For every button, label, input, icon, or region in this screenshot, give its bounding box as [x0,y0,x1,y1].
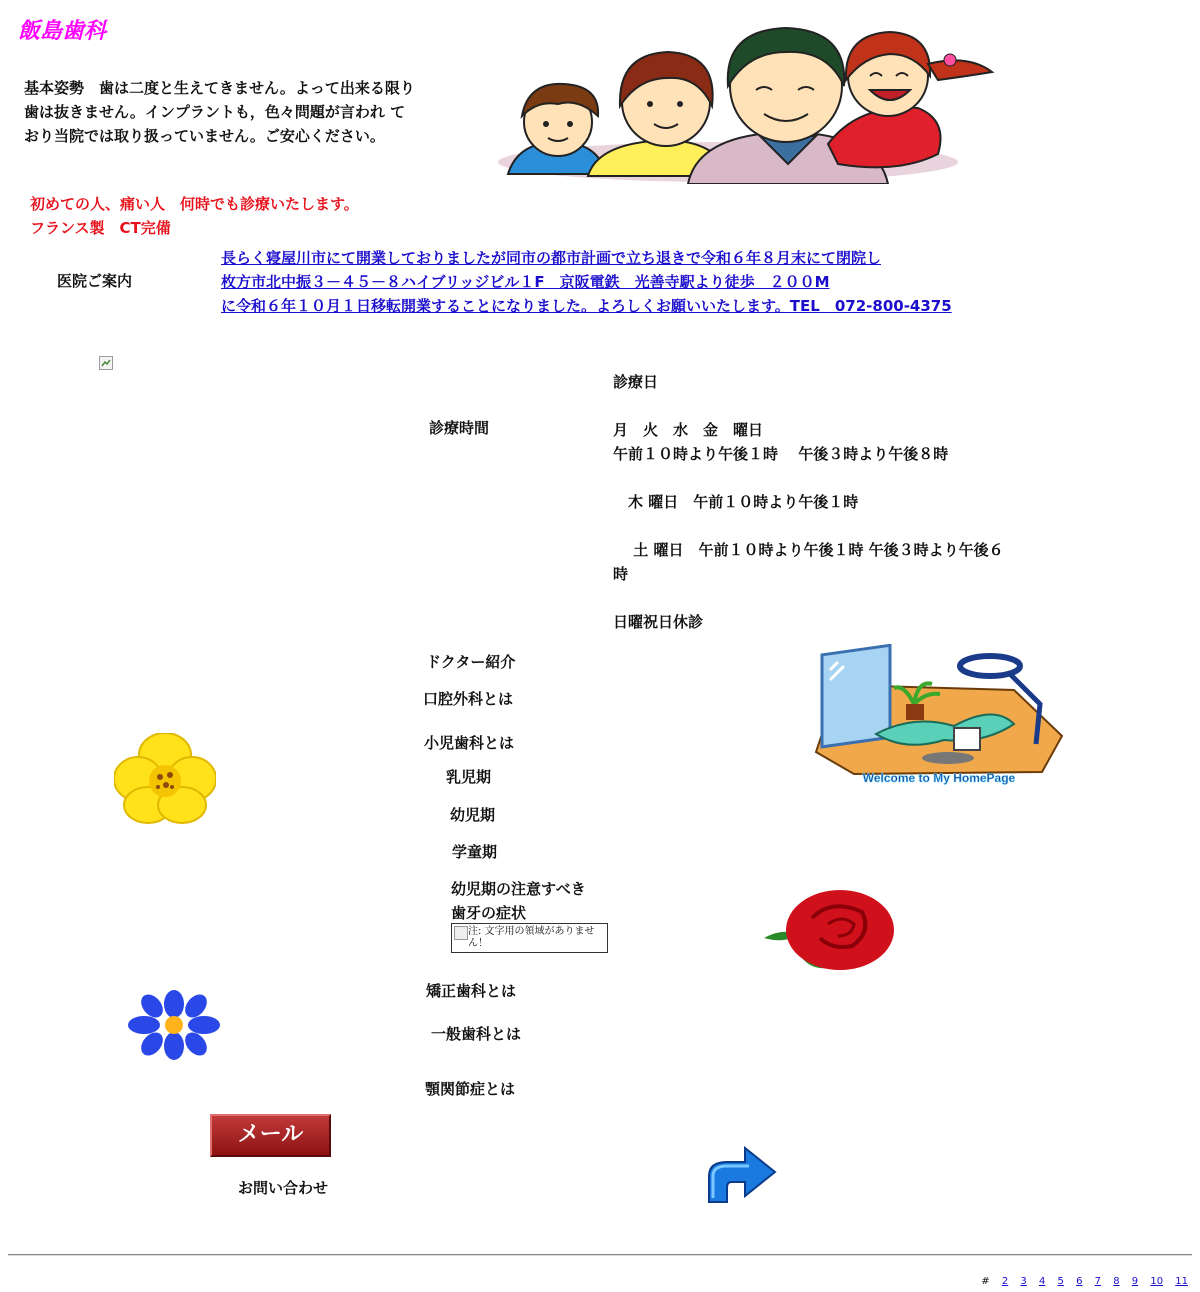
thursday-hours: 木 曜日 午前１０時より午後１時 [613,493,859,511]
page-link-5[interactable]: 5 [1057,1276,1064,1287]
relocation-notice-link-3[interactable]: に令和６年１０月１日移転開業することになりました。よろしくお願いいたします。TEL 072-800-4375 [221,297,952,315]
saturday-hours-cont: 時 [613,565,629,583]
page-link-4[interactable]: 4 [1038,1276,1046,1287]
first-visit-notice: 初めての人、痛い人 何時でも診療いたします。 [30,195,359,213]
page-link-7[interactable]: 7 [1094,1276,1102,1287]
dental-chair-icon [814,644,1064,788]
menu-orthodontics[interactable]: 矯正歯科とは [426,982,517,1000]
page-link-2[interactable]: 2 [1001,1276,1009,1287]
hours-label: 診療時間 [429,419,490,437]
relocation-notice-link-2[interactable]: 枚方市北中振３－４５－８ハイブリッジビル１F 京阪電鉄 光善寺駅より徒歩 ２００M [221,273,830,291]
intro-text: 基本姿勢 歯は二度と生えてきません。よって出来る限り歯は抜きません。インプラントも，色々問題が言われ ており当院では取り扱っていません。ご安心ください。 [24,79,415,145]
no-text-area-notice [451,923,608,953]
menu-toddler[interactable]: 幼児期 [450,806,496,824]
page-link-10[interactable]: 10 [1150,1276,1164,1287]
notice-box-text: 注: 文字用の領域がありません！ [468,926,595,949]
menu-caution-line-2[interactable]: 歯牙の症状 [451,904,527,922]
page-link-8[interactable]: 8 [1113,1276,1120,1287]
menu-pediatric[interactable]: 小児歯科とは [424,734,515,752]
weekday-hours: 午前１０時より午後１時 午後３時より午後８時 [613,445,949,463]
blue-flower-icon [128,990,220,1060]
page-link-6[interactable]: 6 [1076,1276,1083,1287]
closed-days: 日曜祝日休診 [613,613,704,631]
menu-school-age[interactable]: 学童期 [452,843,498,861]
page-link-11[interactable]: 11 [1175,1276,1188,1287]
menu-doctor[interactable]: ドクター紹介 [426,653,516,671]
page-link-9[interactable]: 9 [1131,1276,1139,1287]
saturday-hours: 土 曜日 午前１０時より午後１時 午後３時より午後６ [613,541,1004,559]
family-cartoon-icon [498,24,998,184]
menu-general[interactable]: 一般歯科とは [431,1025,522,1043]
menu-caution-line-1[interactable]: 幼児期の注意すべき [451,880,586,898]
page-anchor[interactable]: # [981,1276,990,1287]
mail-button[interactable]: メール [210,1114,331,1157]
menu-infant[interactable]: 乳児期 [446,768,492,786]
broken-image-icon [454,926,468,940]
menu-oral-surgery[interactable]: 口腔外科とは [423,690,514,708]
ct-equipment-notice: フランス製 CT完備 [30,219,171,237]
inquiry-link[interactable]: お問い合わせ [238,1179,329,1197]
blue-arrow-icon[interactable] [703,1146,777,1204]
weekday-days: 月 火 水 金 曜日 [613,421,764,439]
page-link-3[interactable]: 3 [1020,1276,1027,1287]
relocation-notice-link-1[interactable]: 長らく寝屋川市にて開業しておりましたが同市の都市計画で立ち退きで令和６年８月末にて閉院し [221,249,882,267]
relocation-notice [221,246,952,318]
clinic-guide-label: 医院ご案内 [57,272,133,290]
site-title: 飯島歯科 [18,19,107,44]
red-rose-icon [762,888,896,974]
footer-divider [8,1254,1192,1256]
menu-tmj[interactable]: 顎関節症とは [425,1080,516,1098]
yellow-flower-icon [114,733,216,825]
days-heading: 診療日 [613,373,659,391]
clinic-image-caption: Welcome to My HomePage [862,771,1016,785]
page-navigation [981,1276,1188,1287]
broken-image-icon [99,356,113,370]
